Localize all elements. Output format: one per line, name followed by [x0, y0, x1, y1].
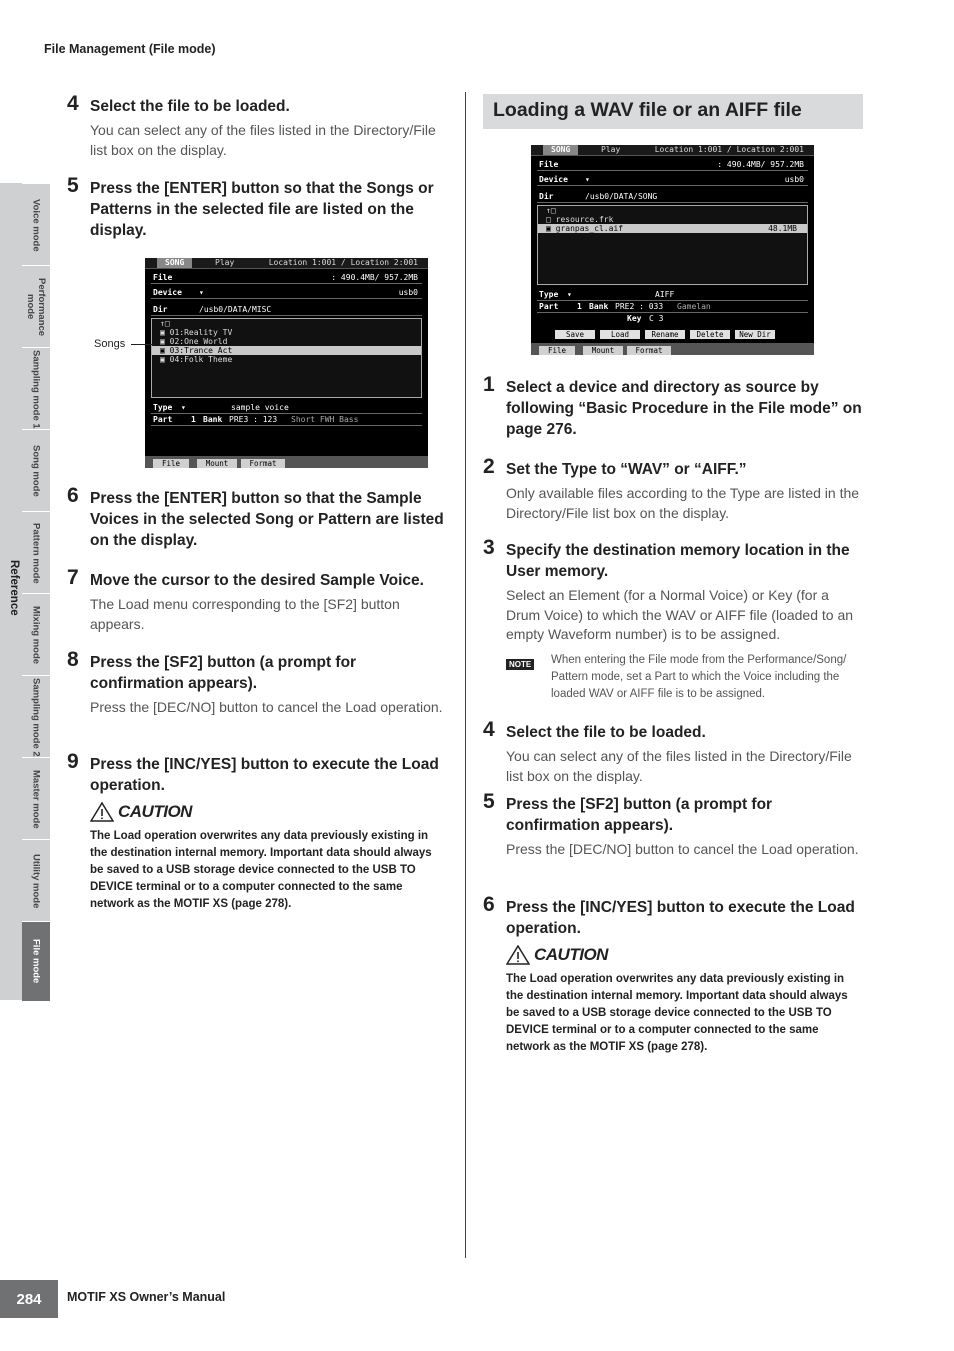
left-step-8: 8 Press the [SF2] button (a prompt for confirmation appears). Press the [DEC/NO] button to cancel the Load operation.	[67, 648, 443, 715]
tab-master-mode[interactable]: Master mode	[22, 757, 50, 840]
left-step-7: 7 Move the cursor to the desired Sample Voice. The Load menu corresponding to the [SF2] button appears.	[67, 566, 424, 632]
tab-performance-mode[interactable]: Performance mode	[22, 265, 50, 348]
file-row: File : 490.4MB/ 957.2MB	[537, 159, 808, 171]
folder-up-icon[interactable]: ↑□	[546, 206, 556, 215]
tab-mixing-mode[interactable]: Mixing mode	[22, 593, 50, 676]
songs-callout: Songs	[94, 338, 126, 350]
caution-heading: CAUTION	[534, 945, 608, 964]
screen-tab-bar	[531, 343, 814, 355]
device-row[interactable]: Device ▾ usb0	[151, 287, 422, 299]
screen-tab-format[interactable]: Format	[627, 346, 671, 355]
file-list-box[interactable]	[151, 318, 422, 398]
left-step-4: 4 Select the file to be loaded. You can select any of the files listed in the Directory/File list box on the display.	[67, 92, 436, 158]
note-badge: NOTE	[506, 654, 534, 672]
dir-row: Dir /usb0/DATA/SONG	[537, 191, 808, 203]
running-head: File Management (File mode)	[44, 42, 216, 56]
list-item[interactable]: ▣ 01:Reality TV	[160, 328, 233, 337]
tab-pattern-mode[interactable]: Pattern mode	[22, 511, 50, 594]
tab-voice-mode[interactable]: Voice mode	[22, 183, 50, 266]
new-dir-button[interactable]: New Dir	[735, 330, 775, 339]
load-button[interactable]: Load	[600, 330, 640, 339]
caution-heading: CAUTION	[118, 802, 192, 821]
left-step-9: 9 Press the [INC/YES] button to execute the Load operation.	[67, 750, 439, 794]
type-row[interactable]: Type ▾ sample voice	[151, 402, 422, 414]
list-item[interactable]: ▣ 02:One World	[160, 337, 228, 346]
screen-topbar: SONG Play Location 1:001 / Location 2:001	[145, 258, 428, 269]
tab-song-mode[interactable]: Song mode	[22, 429, 50, 512]
tab-sampling-mode-2[interactable]: Sampling mode 2	[22, 675, 50, 758]
screen-tab-mount[interactable]: Mount	[583, 346, 623, 355]
screen-tab-file[interactable]: File	[539, 346, 575, 355]
file-row: File : 490.4MB/ 957.2MB	[151, 272, 422, 284]
rename-button[interactable]: Rename	[645, 330, 685, 339]
caution-text: The Load operation overwrites any data previously existing in the destination internal memory. Important data should always be saved to a USB storage device connected to the USB TO DEVICE terminal or to a computer connected to the same network as the MOTIF XS (page 278).	[506, 973, 848, 1053]
key-row[interactable]: Key C 3	[627, 314, 664, 323]
list-item-selected[interactable]: ▣ 03:Trance Act	[152, 346, 421, 355]
right-step-6: 6 Press the [INC/YES] button to execute the Load operation.	[483, 893, 855, 937]
save-button[interactable]: Save	[555, 330, 595, 339]
delete-button[interactable]: Delete	[690, 330, 730, 339]
screen-tab-format[interactable]: Format	[241, 459, 285, 468]
page-number: 284	[0, 1280, 58, 1318]
right-step-1: 1 Select a device and directory as source by following “Basic Procedure in the File mode” on page 276.	[483, 373, 862, 438]
left-step-5: 5 Press the [ENTER] button so that the Songs or Patterns in the selected file are listed on the display.	[67, 174, 434, 239]
device-row[interactable]: Device ▾ usb0	[537, 174, 808, 186]
left-caution	[90, 802, 446, 913]
tab-file-mode[interactable]: File mode	[22, 921, 50, 1001]
file-list-box[interactable]	[537, 205, 808, 285]
part-row[interactable]: Part 1 Bank PRE2 : 033 Gamelan	[537, 301, 808, 313]
list-item[interactable]: ▣ 04:Folk Theme	[160, 355, 233, 364]
reference-label: Reference	[8, 560, 20, 616]
right-file-screen	[531, 145, 814, 355]
section-title: Loading a WAV file or an AIFF file	[493, 99, 802, 121]
screen-topbar: SONG Play Location 1:001 / Location 2:001	[531, 145, 814, 156]
callout-line	[131, 344, 153, 345]
warning-icon	[90, 802, 114, 822]
screen-tab-mount[interactable]: Mount	[197, 459, 237, 468]
list-item[interactable]: □ resource.frk	[546, 215, 614, 224]
left-step-6: 6 Press the [ENTER] button so that the Sample Voices in the selected Song or Pattern are listed on the display.	[67, 484, 444, 549]
right-step-5: 5 Press the [SF2] button (a prompt for confirmation appears). Press the [DEC/NO] button to cancel the Load operation.	[483, 790, 859, 857]
folder-up-icon[interactable]: ↑□	[160, 319, 170, 328]
manual-title: MOTIF XS Owner’s Manual	[67, 1290, 226, 1304]
dir-row: Dir /usb0/DATA/MISC	[151, 304, 422, 316]
warning-icon	[506, 945, 530, 965]
left-file-screen	[145, 258, 428, 468]
list-item-selected[interactable]: ▣ granpas_cl.aif 48.1MB	[538, 224, 807, 233]
right-step-4: 4 Select the file to be loaded. You can select any of the files listed in the Directory/File list box on the display.	[483, 718, 852, 784]
tab-sampling-mode-1[interactable]: Sampling mode 1	[22, 347, 50, 430]
right-step-2: 2 Set the Type to “WAV” or “AIFF.” Only available files according to the Type are listed in the Directory/File list box on the display.	[483, 455, 860, 521]
type-row[interactable]: Type ▾ AIFF	[537, 289, 808, 301]
right-caution	[506, 945, 864, 1056]
tab-utility-mode[interactable]: Utility mode	[22, 839, 50, 922]
column-divider	[465, 92, 466, 1258]
note-text: When entering the File mode from the Performance/Song/ Pattern mode, set a Part to which the Voice including the loaded WAV or AIFF file is to be assigned.	[551, 654, 847, 700]
screen-tab-file[interactable]: File	[153, 459, 189, 468]
caution-text: The Load operation overwrites any data previously existing in the destination internal memory. Important data should always be saved to a USB storage device connected to the USB TO DEVICE terminal or to a computer connected to the same network as the MOTIF XS (page 278).	[90, 830, 432, 910]
right-step-3: 3 Specify the destination memory location in the User memory. Select an Element (for a Normal Voice) or Key (for a Drum Voice) to which the WAV or AIFF file (loaded to an empty Waveform number) is to be assigned.	[483, 536, 854, 642]
screen-tab-bar	[145, 456, 428, 468]
part-row[interactable]: Part 1 Bank PRE3 : 123 Short FWH Bass	[151, 414, 422, 426]
